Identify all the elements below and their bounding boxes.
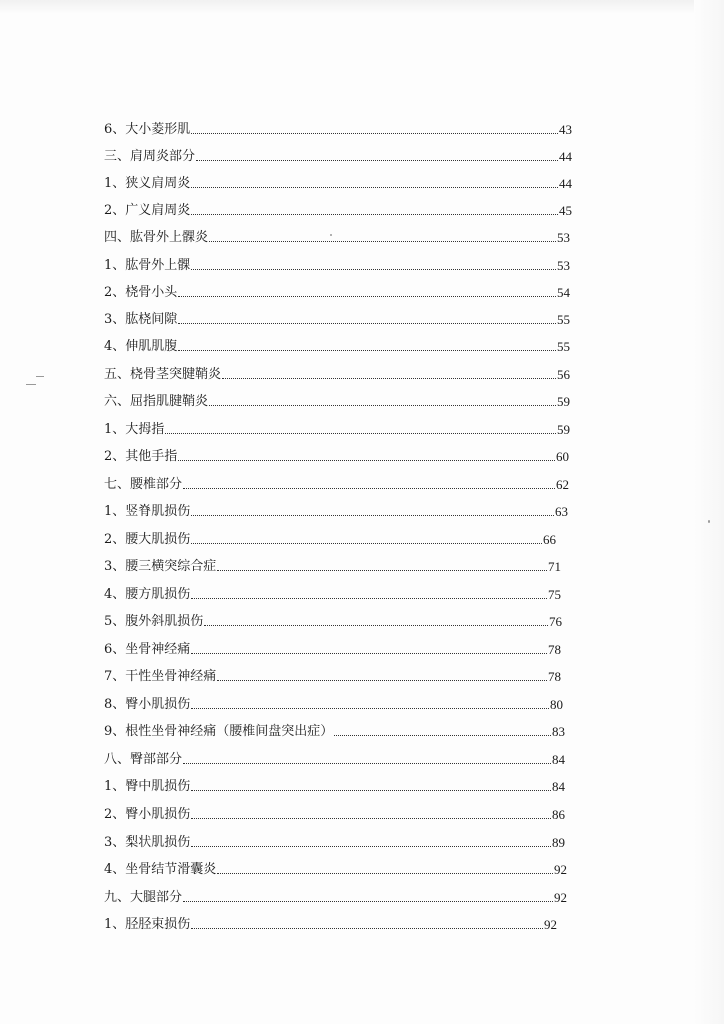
toc-entry[interactable] xyxy=(104,638,561,658)
toc-entry-label: 8、臀小肌损伤 xyxy=(104,697,191,712)
dot-leader xyxy=(196,160,558,161)
toc-entry-label: 5、腹外斜肌损伤 xyxy=(104,614,204,629)
toc-entry[interactable] xyxy=(104,199,572,219)
toc-entry-label: 2、腰大肌损伤 xyxy=(104,532,191,547)
toc-entry-page: 66 xyxy=(543,532,556,547)
toc-entry[interactable] xyxy=(104,803,565,823)
toc-entry-page: 55 xyxy=(557,312,570,327)
toc-entry-label: 2、广义肩周炎 xyxy=(104,203,191,218)
toc-entry[interactable] xyxy=(104,528,556,548)
toc-entry[interactable] xyxy=(104,831,565,851)
toc-entry[interactable] xyxy=(104,254,570,274)
scan-speck xyxy=(36,376,44,377)
toc-entry-page: 53 xyxy=(557,258,570,273)
toc-entry[interactable] xyxy=(104,390,570,410)
toc-entry-label: 1、胫胫束损伤 xyxy=(104,917,191,932)
toc-entry-label: 4、伸肌肌腹 xyxy=(104,339,178,354)
dot-leader xyxy=(178,460,555,461)
toc-entry-label: 4、坐骨结节滑囊炎 xyxy=(104,862,217,877)
toc-entry[interactable] xyxy=(104,281,570,301)
toc-entry[interactable] xyxy=(104,445,569,465)
dot-leader xyxy=(204,625,548,626)
dot-leader xyxy=(183,901,553,902)
dot-leader xyxy=(209,405,556,406)
toc-entry-page: 44 xyxy=(559,176,572,191)
toc-entry-page: 44 xyxy=(559,149,572,164)
toc-entry[interactable] xyxy=(104,473,569,493)
toc-entry-page: 75 xyxy=(548,587,561,602)
toc-entry-label: 1、竖脊肌损伤 xyxy=(104,504,191,519)
dot-leader xyxy=(178,350,556,351)
dot-leader xyxy=(209,241,556,242)
dot-leader xyxy=(191,818,551,819)
dot-leader xyxy=(191,269,556,270)
toc-entry-page: 59 xyxy=(557,394,570,409)
toc-entry[interactable] xyxy=(104,172,572,192)
toc-entry-label: 1、狭义肩周炎 xyxy=(104,176,191,191)
toc-entry-label: 3、腰三横突综合症 xyxy=(104,559,217,574)
toc-entry-page: 92 xyxy=(554,890,567,905)
toc-entry[interactable] xyxy=(104,748,565,768)
toc-entry-page: 76 xyxy=(549,614,562,629)
toc-entry[interactable] xyxy=(104,145,572,165)
toc-entry-label: 9、根性坐骨神经痛（腰椎间盘突出症） xyxy=(104,724,334,739)
toc-entry[interactable] xyxy=(104,913,557,933)
toc-entry-page: 84 xyxy=(552,779,565,794)
dot-leader xyxy=(191,133,558,134)
toc-entry-page: 63 xyxy=(555,504,568,519)
dot-leader xyxy=(191,187,558,188)
dot-leader xyxy=(183,763,551,764)
toc-entry[interactable] xyxy=(104,335,570,355)
toc-entry-label: 7、干性坐骨神经痛 xyxy=(104,669,217,684)
toc-entry-label: 1、大拇指 xyxy=(104,422,165,437)
toc-entry[interactable] xyxy=(104,775,565,795)
toc-entry[interactable] xyxy=(104,720,565,740)
dot-leader xyxy=(217,570,547,571)
toc-entry-label: 1、臀中肌损伤 xyxy=(104,779,191,794)
dot-leader xyxy=(191,214,558,215)
toc-entry-page: 54 xyxy=(557,285,570,300)
toc-entry-label: 2、臀小肌损伤 xyxy=(104,807,191,822)
scan-speck xyxy=(26,384,36,385)
toc-entry-label: 1、肱骨外上髁 xyxy=(104,258,191,273)
toc-entry-page: 43 xyxy=(559,122,572,137)
toc-entry-label: 八、臀部部分 xyxy=(104,752,183,767)
toc-entry-page: 59 xyxy=(557,422,570,437)
toc-entry[interactable] xyxy=(104,886,567,906)
toc-entry-label: 三、肩周炎部分 xyxy=(104,149,196,164)
toc-entry-label: 五、桡骨茎突腱鞘炎 xyxy=(104,367,222,382)
toc-entry-label: 3、梨状肌损伤 xyxy=(104,835,191,850)
dot-leader xyxy=(334,735,551,736)
dot-leader xyxy=(178,296,556,297)
dot-leader xyxy=(191,790,551,791)
dot-leader xyxy=(217,873,553,874)
dot-leader xyxy=(191,846,551,847)
dot-leader xyxy=(191,543,542,544)
toc-entry-label: 九、大腿部分 xyxy=(104,890,183,905)
toc-entry-page: 92 xyxy=(544,917,557,932)
toc-entry[interactable] xyxy=(104,665,561,685)
dot-leader xyxy=(191,708,549,709)
scan-speck xyxy=(330,234,332,236)
toc-entry-page: 78 xyxy=(548,642,561,657)
toc-entry-label: 六、屈指肌腱鞘炎 xyxy=(104,394,209,409)
toc-entry[interactable] xyxy=(104,583,561,603)
toc-entry-label: 6、坐骨神经痛 xyxy=(104,642,191,657)
dot-leader xyxy=(183,488,555,489)
toc-entry[interactable] xyxy=(104,308,570,328)
toc-entry[interactable] xyxy=(104,858,567,878)
toc-entry-label: 2、其他手指 xyxy=(104,449,178,464)
toc-entry[interactable] xyxy=(104,363,570,383)
toc-entry[interactable] xyxy=(104,610,562,630)
toc-entry-page: 62 xyxy=(556,477,569,492)
toc-entry[interactable] xyxy=(104,226,570,246)
dot-leader xyxy=(191,515,554,516)
scan-speck xyxy=(708,520,710,523)
toc-entry-label: 4、腰方肌损伤 xyxy=(104,587,191,602)
toc-entry-page: 60 xyxy=(556,449,569,464)
toc-entry[interactable] xyxy=(104,500,568,520)
dot-leader xyxy=(165,433,556,434)
dot-leader xyxy=(222,378,556,379)
toc-entry-page: 83 xyxy=(552,724,565,739)
toc-entry-label: 2、桡骨小头 xyxy=(104,285,178,300)
toc-entry-page: 78 xyxy=(548,669,561,684)
dot-leader xyxy=(191,653,547,654)
toc-entry-page: 80 xyxy=(550,697,563,712)
toc-entry[interactable] xyxy=(104,555,561,575)
toc-entry[interactable] xyxy=(104,418,570,438)
toc-entry-page: 71 xyxy=(548,559,561,574)
dot-leader xyxy=(191,598,547,599)
toc-entry-label: 6、大小菱形肌 xyxy=(104,122,191,137)
toc-entry-page: 92 xyxy=(554,862,567,877)
dot-leader xyxy=(191,928,543,929)
toc-entry-page: 86 xyxy=(552,807,565,822)
toc-entry-page: 84 xyxy=(552,752,565,767)
toc-entry-page: 56 xyxy=(557,367,570,382)
toc-entry-page: 89 xyxy=(552,835,565,850)
toc-entry-page: 53 xyxy=(557,230,570,245)
toc-entry-page: 55 xyxy=(557,339,570,354)
dot-leader xyxy=(217,680,547,681)
toc-entry-page: 45 xyxy=(559,203,572,218)
dot-leader xyxy=(178,323,556,324)
toc-entry[interactable] xyxy=(104,693,563,713)
toc-entry-label: 3、肱桡间隙 xyxy=(104,312,178,327)
toc-entry-label: 七、腰椎部分 xyxy=(104,477,183,492)
toc-entry-label: 四、肱骨外上髁炎 xyxy=(104,230,209,245)
toc-entry[interactable] xyxy=(104,118,572,138)
